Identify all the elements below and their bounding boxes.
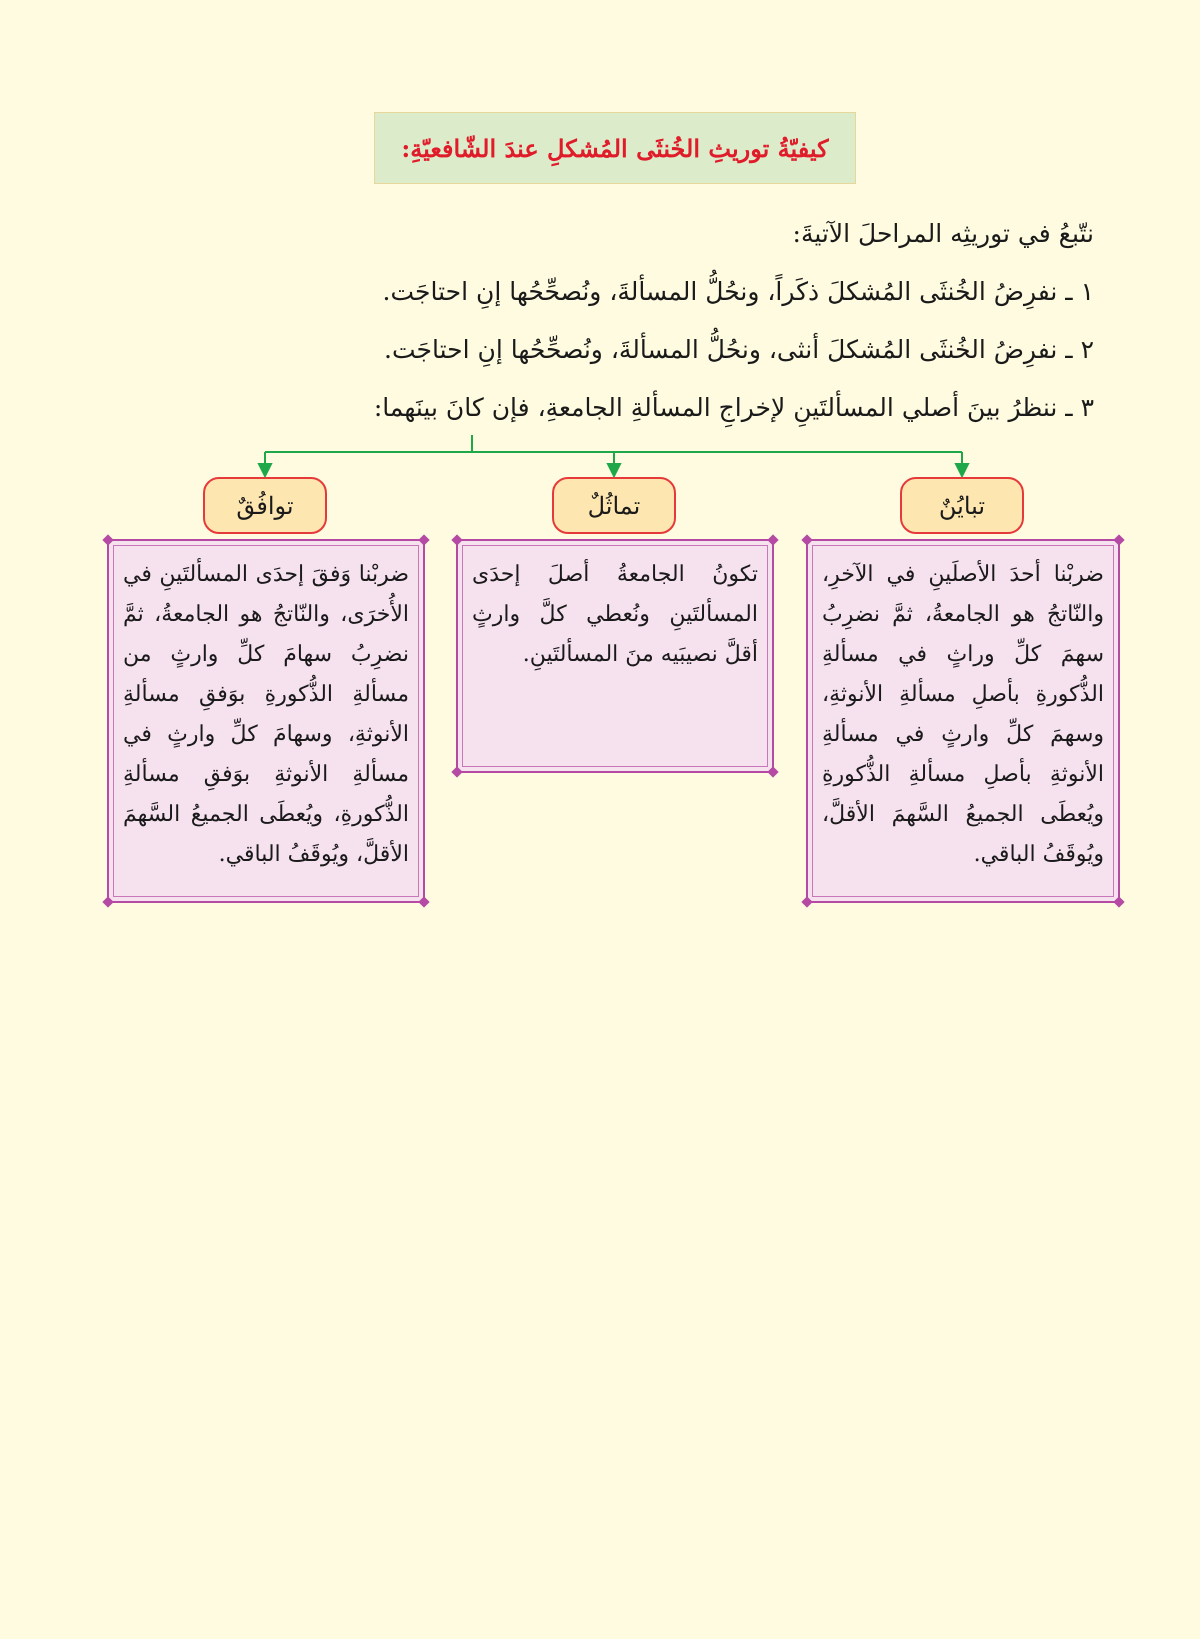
corner-ornament: [102, 896, 113, 907]
branch-text-tabayun: ضربْنا أحدَ الأصلَينِ في الآخرِ، والنّاتجُ هو الجامعةُ، ثمَّ نضرِبُ سهمَ كلِّ وراثٍ في مسألةِ الذُّكورةِ بأصلِ مسألةِ الأنوثةِ، وسهمَ كلِّ وارثٍ في مسألةِ الأنوثةِ بأصلِ مسألةِ الذُّكورةِ ويُعطَى الجميعُ السَّهمَ الأقلَّ، ويُوقَفُ الباقي.: [822, 562, 1104, 867]
branch-box-tamathul: [456, 539, 774, 773]
corner-ornament: [102, 534, 113, 545]
corner-ornament: [801, 896, 812, 907]
intro-line: نتّبعُ في توريثِه المراحلَ الآتيةَ:: [792, 219, 1094, 248]
corner-ornament: [451, 766, 462, 777]
branch-box-tabayun: [806, 539, 1120, 903]
step-1: ١ ـ نفرِضُ الخُنثَى المُشكلَ ذكَراً، ونحُلُّ المسألةَ، ونُصحِّحُها إنِ احتاجَت.: [382, 277, 1094, 306]
corner-ornament: [1113, 534, 1124, 545]
branch-text-tawafuq: ضربْنا وَفقَ إحدَى المسألتَينِ في الأُخرَى، والنّاتجُ هو الجامعةُ، ثمَّ نضرِبُ سهامَ كلِّ وارثٍ من مسألةِ الذُّكورةِ بوَفقِ مسألةِ الأنوثةِ، وسهامَ كلِّ وارثٍ في مسألةِ الأنوثةِ بوَفقِ مسألةِ الذُّكورةِ، ويُعطَى الجميعُ السَّهمَ الأقلَّ، ويُوقَفُ الباقي.: [123, 562, 409, 867]
branch-text-tamathul: تكونُ الجامعةُ أصلَ إحدَى المسألتَينِ ونُعطي كلَّ وارثٍ أقلَّ نصيبَيه منَ المسألتَينِ.: [472, 562, 758, 667]
corner-ornament: [801, 534, 812, 545]
step-2: ٢ ـ نفرِضُ الخُنثَى المُشكلَ أنثى، ونحُلُّ المسألةَ، ونُصحِّحُها إنِ احتاجَت.: [384, 335, 1094, 364]
section-title: كيفيّةُ توريثِ الخُنثَى المُشكلِ عندَ الشّافعيّةِ:: [401, 133, 829, 163]
corner-ornament: [767, 766, 778, 777]
branch-label-tabayun: تبايُنٌ: [900, 477, 1024, 534]
branch-label-tamathul: تماثُلٌ: [552, 477, 676, 534]
corner-ornament: [767, 534, 778, 545]
corner-ornament: [451, 534, 462, 545]
corner-ornament: [418, 896, 429, 907]
corner-ornament: [418, 534, 429, 545]
branch-box-tawafuq: [107, 539, 425, 903]
step-3: ٣ ـ ننظرُ بينَ أصلي المسألتَينِ لإخراجِ المسألةِ الجامعةِ، فإن كانَ بينَهما:: [373, 393, 1094, 422]
branch-label-tawafuq: توافُقٌ: [203, 477, 327, 534]
corner-ornament: [1113, 896, 1124, 907]
branch-connector: [0, 0, 1200, 480]
